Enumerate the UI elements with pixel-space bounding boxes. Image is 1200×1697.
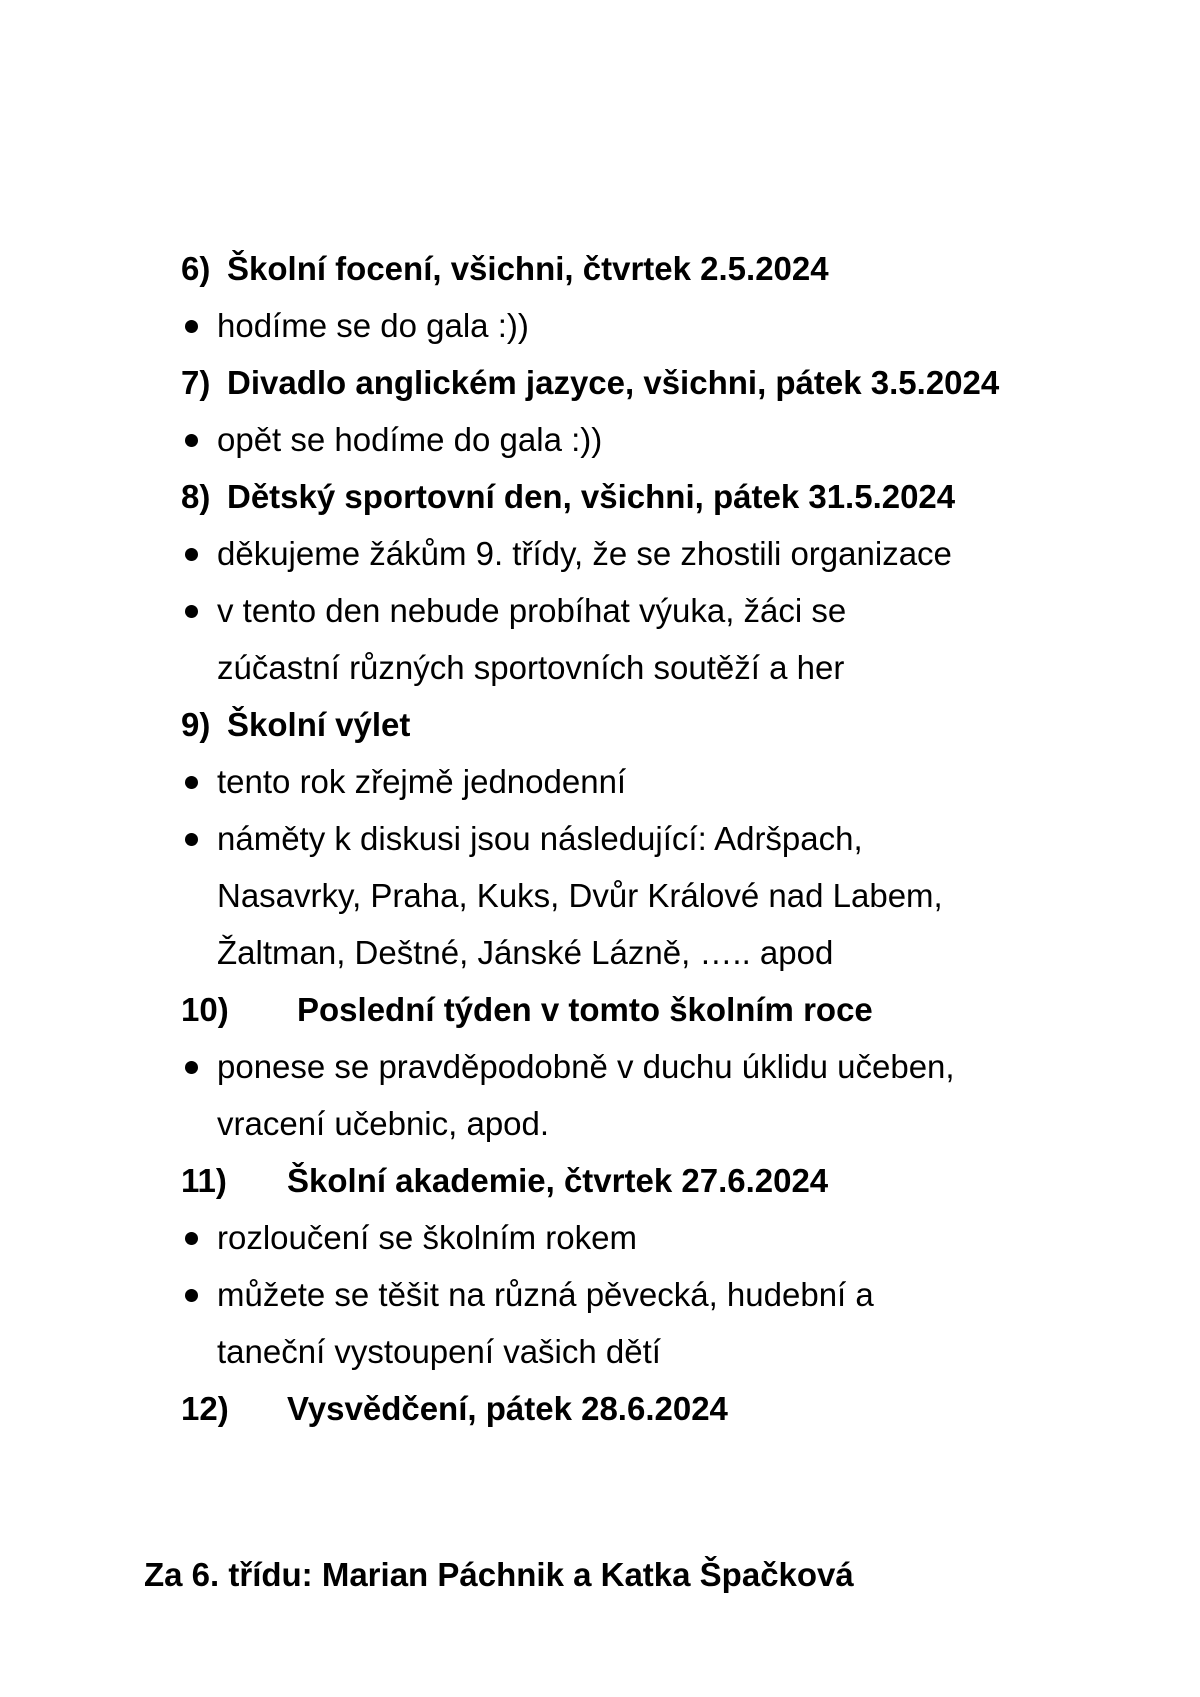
section-number: 6) <box>181 250 211 287</box>
bullet-icon <box>181 1266 217 1380</box>
list-item <box>181 1209 1081 1266</box>
section-heading <box>181 1380 1081 1437</box>
bullet-icon <box>181 753 217 810</box>
list-item <box>181 582 1081 696</box>
section-title: Školní výlet <box>227 706 411 743</box>
list-item-text: tento rok zřejmě jednodenní <box>217 763 627 800</box>
bullet-icon <box>181 582 217 696</box>
list-item-text: můžete se těšit na různá pěvecká, hudební a taneční vystoupení vašich dětí <box>217 1276 874 1370</box>
section-title: Dětský sportovní den, všichni, pátek 31.5.2024 <box>227 478 956 515</box>
bullet-icon <box>181 1038 217 1152</box>
list-item-text: hodíme se do gala :)) <box>217 307 529 344</box>
section-heading <box>181 981 1081 1038</box>
agenda-list <box>181 240 1081 1437</box>
section-title: Vysvědčení, pátek 28.6.2024 <box>287 1390 728 1427</box>
list-item-text: děkujeme žákům 9. třídy, že se zhostili organizace <box>217 535 952 572</box>
section-number: 8) <box>181 478 211 515</box>
section-number: 9) <box>181 706 211 743</box>
section-title: Poslední týden v tomto školním roce <box>297 991 873 1028</box>
bullet-icon <box>181 525 217 582</box>
section-heading <box>181 240 1081 297</box>
section-number: 7) <box>181 364 211 401</box>
list-item-text: opět se hodíme do gala :)) <box>217 421 603 458</box>
section-heading <box>181 354 1081 411</box>
list-item <box>181 411 1081 468</box>
list-item <box>181 753 1081 810</box>
section-heading <box>181 696 1081 753</box>
bullet-icon <box>181 1209 217 1266</box>
section-title: Školní focení, všichni, čtvrtek 2.5.2024 <box>227 250 829 287</box>
signature-line: Za 6. třídu: Marian Páchnik a Katka Špačková <box>144 1556 854 1593</box>
section-title: Divadlo anglickém jazyce, všichni, pátek 3.5.2024 <box>227 364 1000 401</box>
section-number: 12) <box>181 1390 229 1427</box>
section-number: 11) <box>181 1162 227 1199</box>
list-item <box>181 810 1081 981</box>
list-item <box>181 297 1081 354</box>
list-item-text: rozloučení se školním rokem <box>217 1219 637 1256</box>
bullet-icon <box>181 297 217 354</box>
section-heading <box>181 468 1081 525</box>
list-item-text: náměty k diskusi jsou následující: Adršpach, Nasavrky, Praha, Kuks, Dvůr Králové nad Labem, Žaltman, Deštné, Jánské Lázně, ….. apod <box>217 820 943 971</box>
section-number: 10) <box>181 991 229 1028</box>
bullet-icon <box>181 411 217 468</box>
list-item <box>181 1038 1081 1152</box>
bullet-icon <box>181 810 217 981</box>
section-title: Školní akademie, čtvrtek 27.6.2024 <box>287 1162 829 1199</box>
list-item-text: v tento den nebude probíhat výuka, žáci se zúčastní různých sportovních soutěží a her <box>217 592 847 686</box>
list-item <box>181 525 1081 582</box>
list-item-text: ponese se pravděpodobně v duchu úklidu učeben, vracení učebnic, apod. <box>217 1048 955 1142</box>
section-heading <box>181 1152 1081 1209</box>
list-item <box>181 1266 1081 1380</box>
